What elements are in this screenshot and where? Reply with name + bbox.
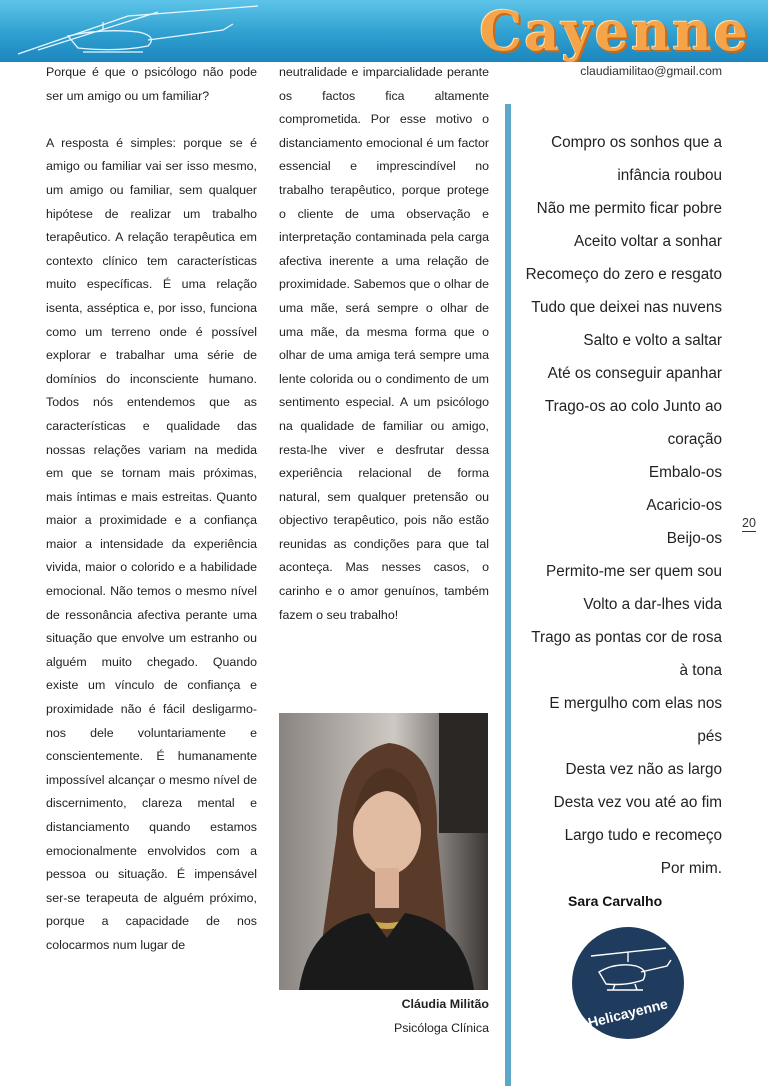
poem-line: Acaricio-os bbox=[646, 497, 722, 514]
logo-text: Helicayenne bbox=[586, 995, 670, 1031]
poem-line: coração bbox=[667, 431, 722, 448]
author-role: Psicóloga Clínica bbox=[393, 1021, 489, 1035]
column-divider bbox=[505, 104, 511, 1086]
poem-line: pés bbox=[697, 728, 722, 745]
poem-line: Volto a dar-lhes vida bbox=[583, 596, 722, 613]
poem-line: à tona bbox=[679, 662, 722, 679]
poem-line: Trago as pontas cor de rosa bbox=[531, 629, 722, 646]
poem-line: Permito-me ser quem sou bbox=[546, 563, 722, 580]
poem-line: Embalo-os bbox=[648, 464, 722, 481]
article-body-part-2: neutralidade e imparcialidade perante os factos fica altamente comprometida. Por esse motivo o distanciamento emocional é um factor essencial e imprescindível no trabalho terapêutico, porque protege o cliente de uma observação e interpretação contaminada pela carga afectiva inerente a uma relação de proximidade. Sabemos que o olhar de uma mãe, será sempre o olhar de uma mãe, da mesma forma que o olhar de uma amiga terá sempre uma lente colorida ou o condimento de um sentimento especial. A um psicólogo na qualidade de familiar ou amigo, resta-lhe viver e desfrutar dessa experiência relacional de forma natural, sem qualquer pretensão ou objectivo terapêutico, pois não estão reunidas as condições para que tal aconteça. Mas nesses casos, o carinho e o amor genuínos, também fazem o seu trabalho! bbox=[279, 65, 489, 622]
poem-line: Beijo-os bbox=[666, 530, 722, 547]
header-banner bbox=[0, 0, 768, 62]
poem-line: Compro os sonhos que a bbox=[551, 134, 722, 151]
author-name: Cláudia Militão bbox=[401, 997, 489, 1011]
author-photo bbox=[279, 713, 488, 990]
page-number: 20 bbox=[742, 516, 756, 530]
poem-line: Largo tudo e recomeço bbox=[564, 827, 722, 844]
poem-line: Trago-os ao colo Junto ao bbox=[544, 398, 722, 415]
poem-line: Por mim. bbox=[660, 860, 722, 877]
poem-line: Desta vez vou até ao fim bbox=[553, 794, 722, 811]
article-column-2 bbox=[279, 61, 489, 627]
poem-line: infância roubou bbox=[617, 167, 722, 184]
poem-line: Tudo que deixei nas nuvens bbox=[531, 299, 722, 316]
helicopter-outline-icon bbox=[8, 2, 278, 60]
poem-line: Desta vez não as largo bbox=[565, 761, 722, 778]
magazine-title: Cayenne bbox=[479, 0, 750, 62]
helicayenne-logo bbox=[571, 926, 685, 1040]
poem-line: Salto e volto a saltar bbox=[583, 332, 722, 349]
author-email[interactable]: claudiamilitao@gmail.com bbox=[580, 64, 722, 78]
article-heading: Porque é que o psicólogo não pode ser um amigo ou um familiar? bbox=[46, 65, 257, 103]
poem-author: Sara Carvalho bbox=[568, 893, 663, 909]
poem bbox=[516, 126, 722, 885]
poem-line: Não me permito ficar pobre bbox=[536, 200, 722, 217]
poem-line: E mergulho com elas nos bbox=[549, 695, 722, 712]
poem-line: Até os conseguir apanhar bbox=[547, 365, 722, 382]
article-body-part-1: A resposta é simples: porque se é amigo ou familiar vai ser isso mesmo, um amigo ou familiar, sem qualquer hipótese de realizar um trabalho terapêutico. A relação terapêutica em contexto clínico tem características muito específicas. É uma relação isenta, asséptica e, por isso, funciona como um terreno onde é possível explorar e trabalhar uma série de domínios do inconsciente humano. Todos nós entendemos que as características e qualidade das nossas relações variam na medida em que se tornam mais próximas, mais íntimas e mais estreitas. Quanto maior a proximidade e a confiança maior a intensidade da experiência vivida, maior o colorido e a habilidade emocional. Não temos o mesmo nível de ressonância afectiva perante uma situação que envolve um estranho ou alguém muito chegado. Quando existe um vínculo de confiança e proximidade não é fácil desligarmo-nos dele voluntariamente e conscientemente. É humanamente impossível alcançar o mesmo nível de discernimento, clareza mental e distanciamento quando estamos emocionalmente envolvidos com a pessoa ou situação. É impensável ser-se terapeuta de alguém próximo, porque a capacidade de nos colocarmos num lugar de bbox=[46, 135, 257, 952]
article-column-1 bbox=[46, 61, 257, 958]
poem-line: Recomeço do zero e resgato bbox=[525, 266, 722, 283]
poem-line: Aceito voltar a sonhar bbox=[574, 233, 722, 250]
